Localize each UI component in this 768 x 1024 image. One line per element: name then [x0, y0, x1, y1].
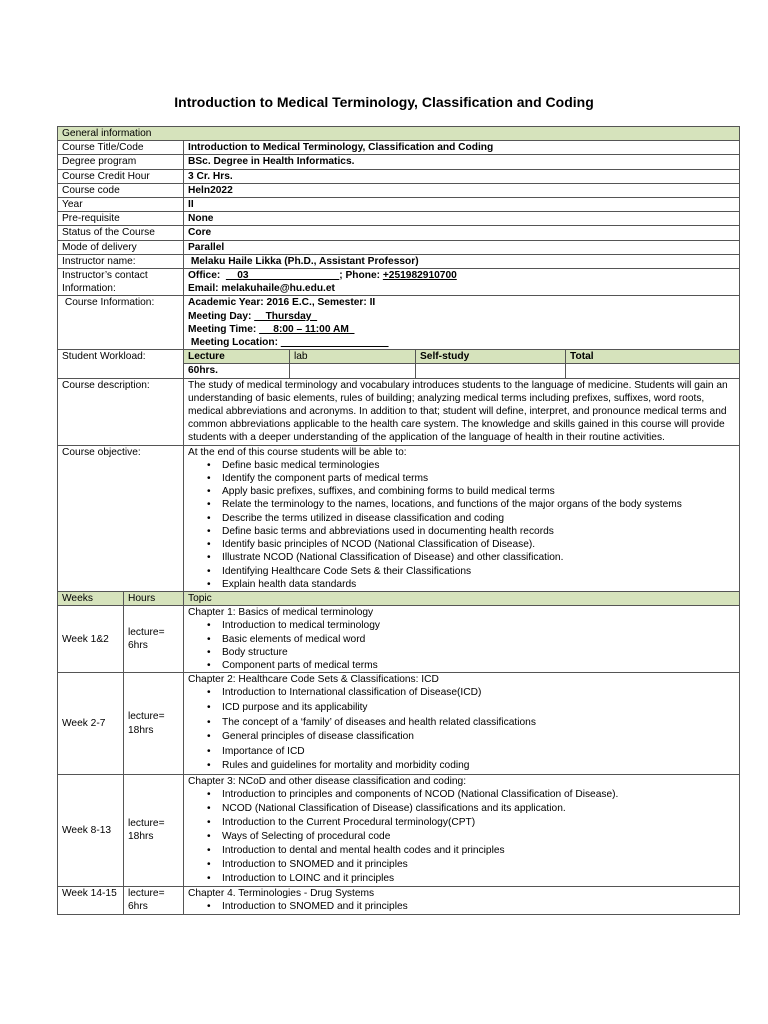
course-description-row	[58, 378, 740, 445]
list-item: • Illustrate NCOD (National Classification of Disease) and other classification.	[222, 551, 735, 564]
meeting-day-line	[188, 310, 735, 323]
list-item: • Introduction to SNOMED and it principles	[222, 900, 735, 913]
topic-cell	[184, 606, 740, 673]
workload-header-total: Total	[566, 350, 740, 364]
contact-label: Instructor’s contact Information:	[58, 269, 184, 296]
workload-header-row	[58, 350, 740, 364]
info-row	[58, 240, 740, 254]
instructor-contact-row	[58, 269, 740, 296]
meeting-time-value: __ 8:00 – 11:00 AM_	[259, 323, 355, 335]
workload-self-study-value	[416, 364, 566, 378]
row-label: Course Credit Hour	[58, 169, 184, 183]
row-value: Parallel	[184, 240, 740, 254]
row-value: Heln2022	[184, 183, 740, 197]
row-label: Status of the Course	[58, 226, 184, 240]
list-item: • ICD purpose and its applicability	[222, 701, 735, 716]
topic-cell	[184, 887, 740, 914]
phone-value: +251982910700	[382, 270, 457, 282]
hours-header: Hours	[124, 591, 184, 605]
info-row	[58, 226, 740, 240]
list-item: • Define basic terms and abbreviations used in documenting health records	[222, 525, 735, 538]
list-item: • Introduction to the Current Procedural terminology(CPT)	[222, 816, 735, 830]
course-syllabus-table	[57, 126, 740, 915]
academic-year: Academic Year: 2016 E.C., Semester: II	[188, 297, 376, 309]
list-item: • The concept of a ‘family’ of diseases and health related classifications	[222, 716, 735, 731]
list-item: • Introduction to medical terminology	[222, 619, 735, 632]
course-objective-row	[58, 445, 740, 591]
meeting-time-line	[188, 323, 735, 336]
topic-cell	[184, 774, 740, 886]
objective-list	[188, 459, 735, 591]
office-phone-line	[188, 269, 735, 282]
meeting-location-value: ___________________	[280, 337, 389, 349]
info-row	[58, 169, 740, 183]
topic-cell	[184, 673, 740, 775]
workload-label: Student Workload:	[58, 350, 184, 378]
hours-cell: lecture= 18hrs	[124, 673, 184, 775]
meeting-location-label: Meeting Location:	[188, 337, 281, 349]
topic-list	[188, 619, 735, 672]
list-item: • Introduction to dental and mental health codes and it principles	[222, 844, 735, 858]
list-item: • Rules and guidelines for mortality and morbidity coding	[222, 759, 735, 774]
row-value: Introduction to Medical Terminology, Classification and Coding	[184, 141, 740, 155]
topic-header: Topic	[184, 591, 740, 605]
general-information-header: General information	[58, 127, 740, 141]
list-item: • NCOD (National Classification of Disease) classifications and its application.	[222, 802, 735, 816]
chapter-title: Chapter 1: Basics of medical terminology	[188, 607, 374, 619]
info-row	[58, 141, 740, 155]
row-value: 3 Cr. Hrs.	[184, 169, 740, 183]
list-item: • Identify the component parts of medical terms	[222, 472, 735, 485]
list-item: • Apply basic prefixes, suffixes, and combining forms to build medical terms	[222, 485, 735, 498]
course-information-row	[58, 296, 740, 350]
row-value: BSc. Degree in Health Informatics.	[184, 155, 740, 169]
workload-header-lab: lab	[290, 350, 416, 364]
meeting-day-label: Meeting Day:	[188, 310, 255, 322]
course-objective-content	[184, 445, 740, 591]
row-value: Core	[184, 226, 740, 240]
chapter-title: Chapter 2: Healthcare Code Sets & Classifications: ICD	[188, 674, 439, 686]
table-row	[58, 606, 740, 673]
course-description-text: The study of medical terminology and vocabulary introduces students to the language of medicine. Students will gain an understanding of basic elements, rules of building; analyzing medical terms including prefixes, suffixes, word roots, medical abbreviations and acronyms. In addition to that; student will define, interpret, and pronounce medical terms and common abbreviations applicable to the health care system. The knowledge and skills gained in this course will provide students with a deeper understanding of the application of the language of health in their routine activities.	[184, 378, 740, 445]
row-value: II	[184, 198, 740, 212]
list-item: • Define basic medical terminologies	[222, 459, 735, 472]
table-row	[58, 774, 740, 886]
week-cell: Week 2-7	[58, 673, 124, 775]
list-item: • Introduction to International classification of Disease(ICD)	[222, 686, 735, 701]
topic-list	[188, 900, 735, 913]
list-item: • Describe the terms utilized in disease classification and coding	[222, 512, 735, 525]
row-value: None	[184, 212, 740, 226]
general-information-row	[58, 127, 740, 141]
chapter-title: Chapter 3: NCoD and other disease classification and coding:	[188, 775, 467, 787]
list-item: • Introduction to principles and components of NCOD (National Classification of Disease).	[222, 788, 735, 802]
row-label: Mode of delivery	[58, 240, 184, 254]
workload-lecture-value: 60hrs.	[184, 364, 290, 378]
list-item: • Ways of Selecting of procedural code	[222, 830, 735, 844]
topic-list	[188, 686, 735, 774]
list-item: • Basic elements of medical word	[222, 633, 735, 646]
topic-list	[188, 788, 735, 886]
phone-label: ; Phone:	[339, 270, 383, 282]
list-item: • General principles of disease classification	[222, 730, 735, 745]
course-description-label: Course description:	[58, 378, 184, 445]
row-label: Year	[58, 198, 184, 212]
workload-header-lecture: Lecture	[184, 350, 290, 364]
week-cell: Week 8-13	[58, 774, 124, 886]
weeks-header: Weeks	[58, 591, 124, 605]
info-row	[58, 183, 740, 197]
list-item: • Introduction to SNOMED and it principles	[222, 858, 735, 872]
table-row	[58, 673, 740, 775]
hours-cell: lecture= 18hrs	[124, 774, 184, 886]
workload-total-value	[566, 364, 740, 378]
schedule-header-row	[58, 591, 740, 605]
document-title: Introduction to Medical Terminology, Classification and Coding	[174, 94, 594, 110]
course-information-label: Course Information:	[58, 296, 184, 350]
row-label: Degree program	[58, 155, 184, 169]
week-cell: Week 14-15	[58, 887, 124, 914]
hours-cell: lecture= 6hrs	[124, 606, 184, 673]
list-item: • Importance of ICD	[222, 745, 735, 760]
list-item: • Identifying Healthcare Code Sets & their Classifications	[222, 565, 735, 578]
info-row	[58, 212, 740, 226]
course-objective-label: Course objective:	[58, 445, 184, 591]
meeting-location-line	[188, 336, 735, 349]
meeting-day-value: __Thursday_	[254, 310, 318, 322]
row-label: Pre-requisite	[58, 212, 184, 226]
chapter-title: Chapter 4. Terminologies - Drug Systems	[188, 888, 375, 900]
list-item: • Introduction to LOINC and it principles	[222, 872, 735, 886]
list-item: • Explain health data standards	[222, 578, 735, 591]
list-item: • Body structure	[222, 646, 735, 659]
workload-header-self-study: Self-study	[416, 350, 566, 364]
row-label: Course Title/Code	[58, 141, 184, 155]
row-value: Melaku Haile Likka (Ph.D., Assistant Professor)	[184, 254, 740, 268]
info-row	[58, 254, 740, 268]
list-item: • Identify basic principles of NCOD (National Classification of Disease).	[222, 538, 735, 551]
row-label: Course code	[58, 183, 184, 197]
contact-value	[184, 269, 740, 296]
list-item: • Relate the terminology to the names, locations, and functions of the major organs of the body systems	[222, 498, 735, 511]
info-row	[58, 155, 740, 169]
workload-lab-value	[290, 364, 416, 378]
objective-intro: At the end of this course students will be able to:	[188, 446, 407, 458]
row-label: Instructor name:	[58, 254, 184, 268]
office-value: __03________________	[225, 270, 340, 282]
hours-cell: lecture= 6hrs	[124, 887, 184, 914]
week-cell: Week 1&2	[58, 606, 124, 673]
office-label: Office:	[188, 270, 226, 282]
email-line: Email: melakuhaile@hu.edu.et	[188, 283, 335, 295]
meeting-time-label: Meeting Time:	[188, 323, 260, 335]
table-row	[58, 887, 740, 914]
info-row	[58, 198, 740, 212]
list-item: • Component parts of medical terms	[222, 659, 735, 672]
course-information-value	[184, 296, 740, 350]
